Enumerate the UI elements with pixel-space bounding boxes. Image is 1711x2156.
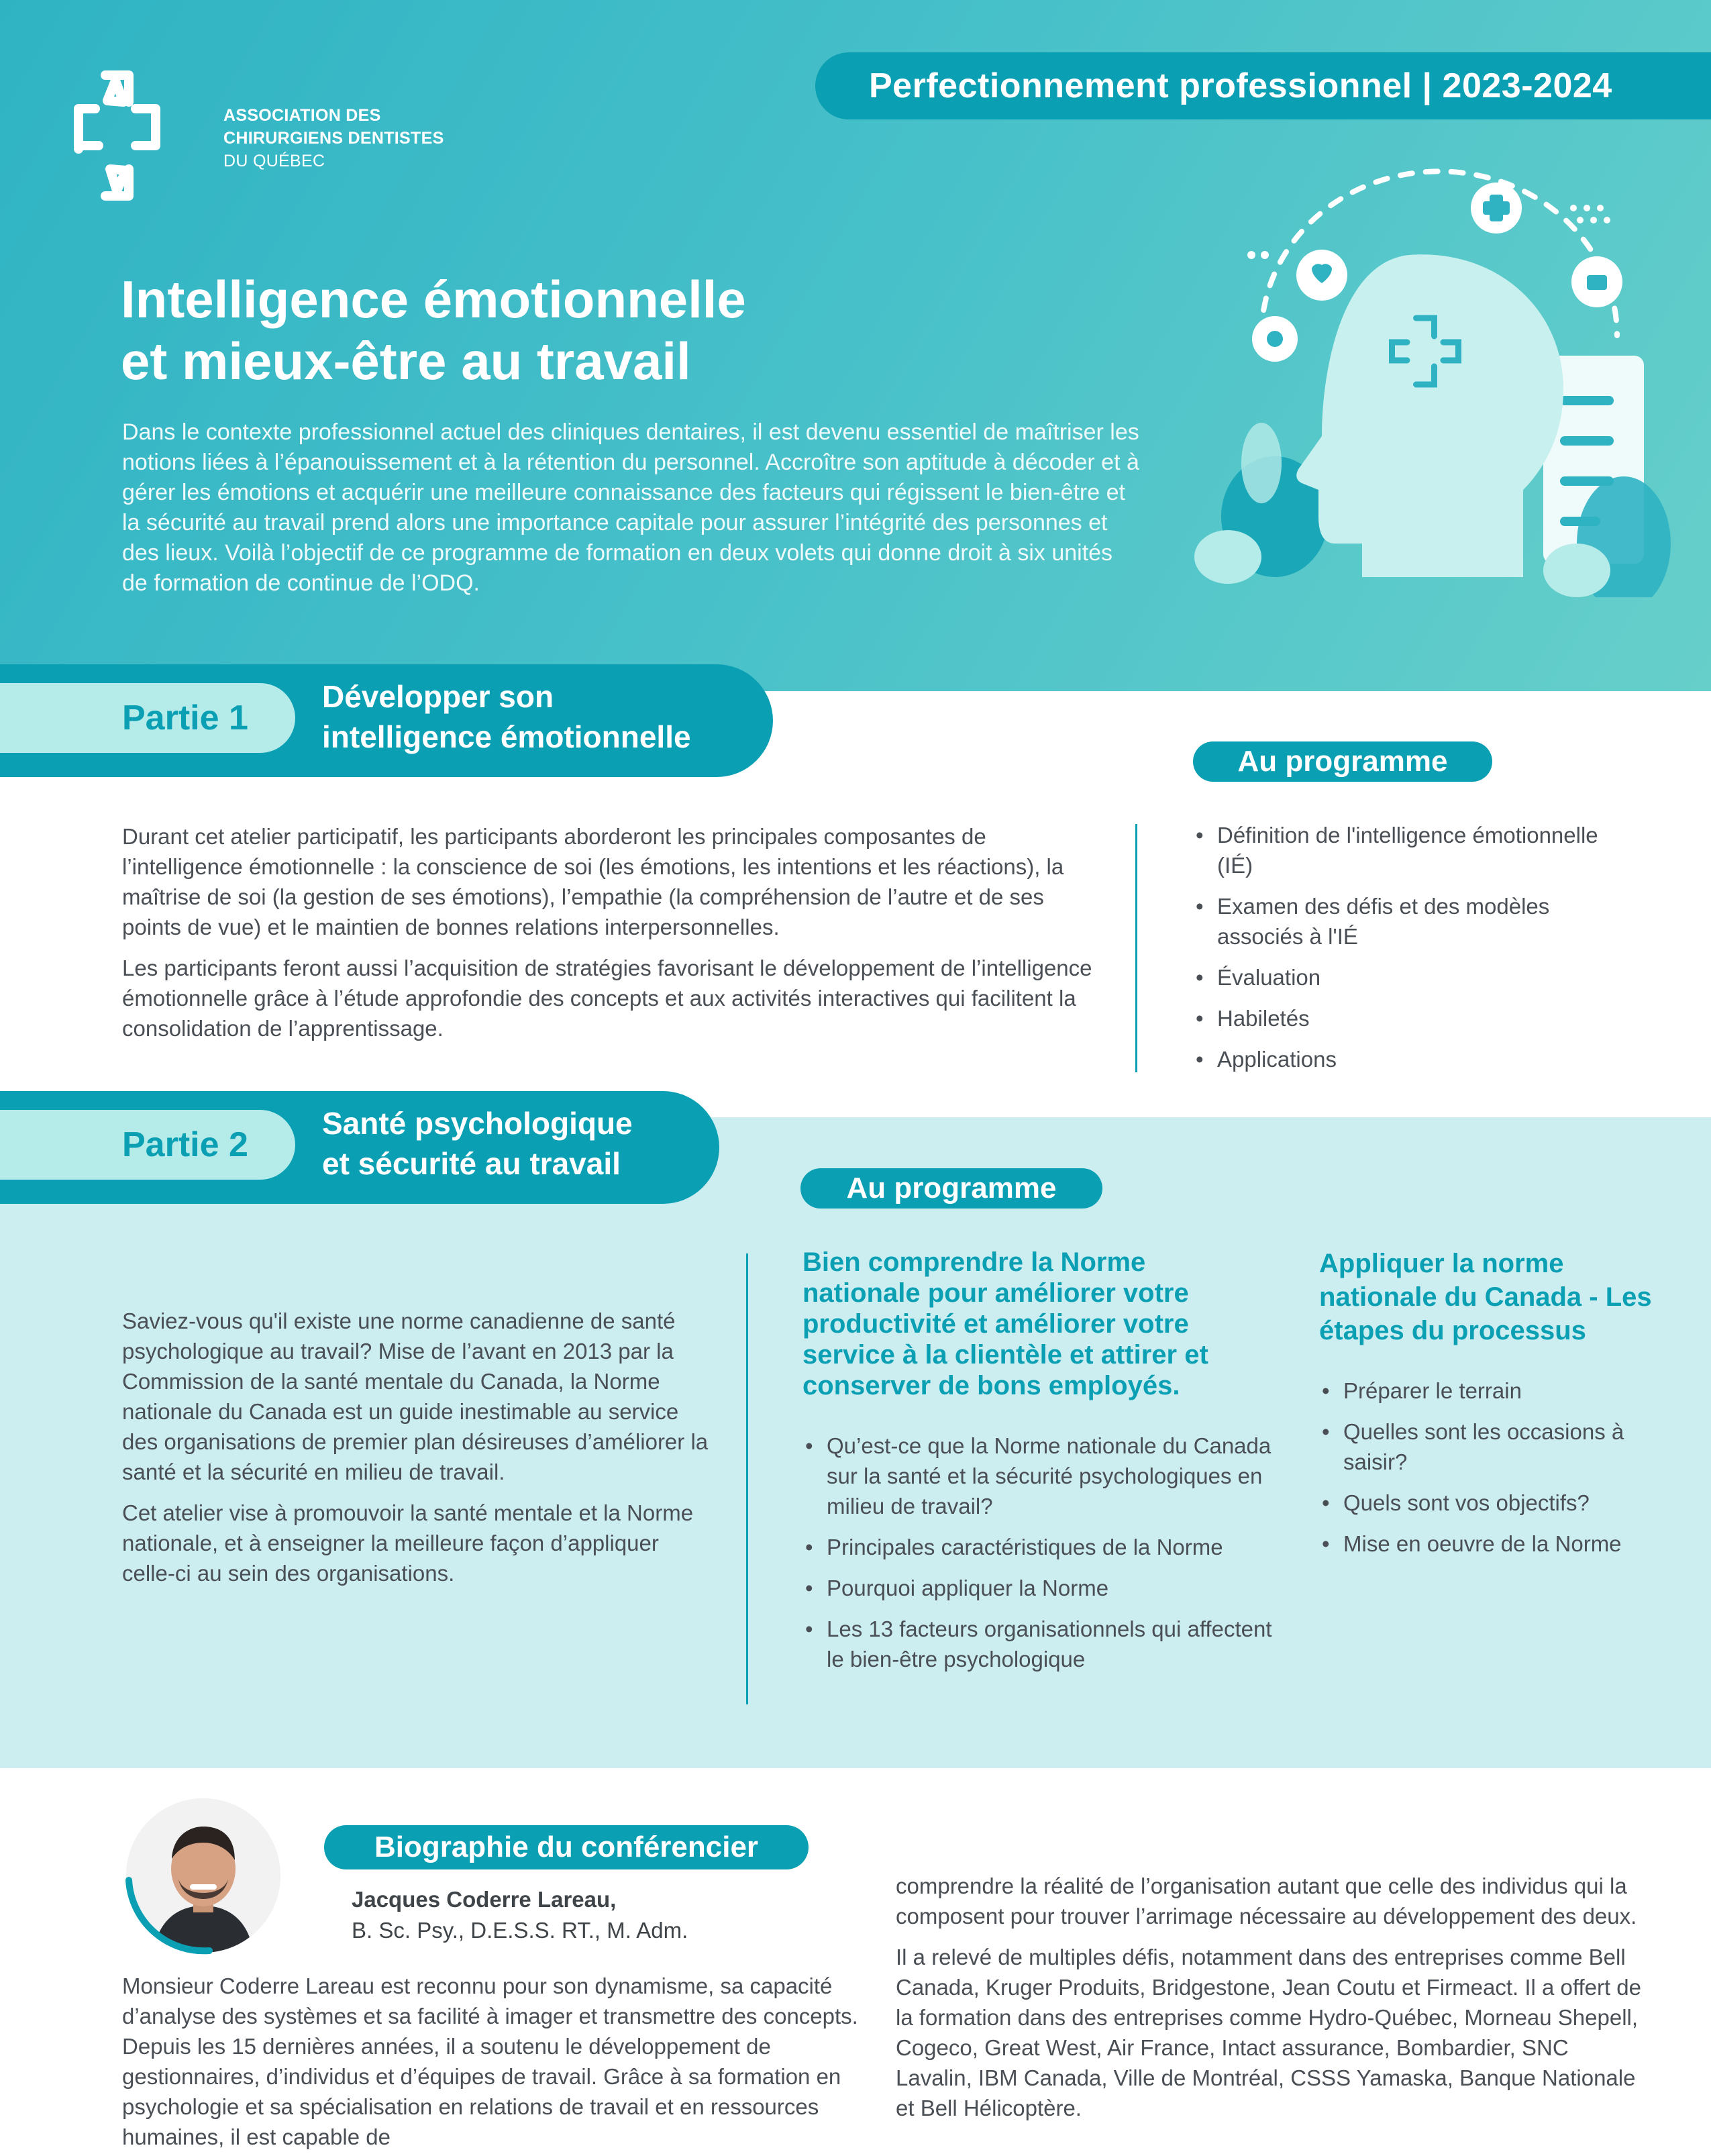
speaker-name	[352, 1884, 688, 1946]
partie2-description	[122, 1306, 713, 1599]
partie1-title-line-1: Développer son	[322, 679, 554, 714]
partie2-paragraph-1: Saviez-vous qu'il existe une norme canadienne de santé psychologique au travail? Mise de l’avant en 2013 par la Commission de la santé mentale du Canada, la Norme nationale du Canada est un guide inestimable au service des organisations de premier plan désireuses d’améliorer la santé et la sécurité en milieu de travail.	[122, 1308, 709, 1484]
partie2-divider	[746, 1253, 748, 1704]
partie1-programme-list	[1193, 820, 1609, 1085]
partie2-title-line-2: et sécurité au travail	[322, 1146, 621, 1181]
partie1-title-line-2: intelligence émotionnelle	[322, 719, 691, 754]
list-item: • Habiletés	[1193, 1003, 1609, 1033]
bio-label: Biographie du conférencier	[324, 1825, 809, 1869]
partie1-title	[322, 676, 691, 757]
avatar-accent-ring	[122, 1793, 287, 1957]
list-item: • Qu’est-ce que la Norme nationale du Canada sur la santé et la sécurité psychologiques en milieu de travail?	[802, 1431, 1286, 1521]
head-wellbeing-illustration	[1188, 168, 1671, 597]
list-item: • Quels sont vos objectifs?	[1319, 1488, 1668, 1518]
title-line-1: Intelligence émotionnelle	[121, 270, 746, 329]
speaker-credentials: B. Sc. Psy., D.E.S.S. RT., M. Adm.	[352, 1918, 688, 1943]
partie2-title	[322, 1103, 633, 1184]
list-item: • Évaluation	[1193, 962, 1609, 992]
partie1-label: Partie 1	[0, 683, 295, 753]
logo-line-1: ASSOCIATION DES	[223, 106, 381, 125]
logo-line-3: DU QUÉBEC	[223, 152, 325, 170]
list-item: • Principales caractéristiques de la Norme	[802, 1532, 1286, 1562]
bio-paragraph-1: comprendre la réalité de l’organisation autant que celle des individus qui la composent pour trouver l’arrimage nécessaire au développement des deux.	[896, 1873, 1637, 1929]
logo-line-2: CHIRURGIENS DENTISTES	[223, 129, 444, 148]
partie2-col2-list	[1319, 1376, 1668, 1570]
partie1-paragraph-2: Les participants feront aussi l’acquisition de stratégies favorisant le développement de l’intelligence émotionnelle grâce à l’étude approfondie des concepts et aux activités interactives qui facilitent la consolidation de l’apprentissage.	[122, 956, 1092, 1041]
list-item: • Mise en oeuvre de la Norme	[1319, 1529, 1668, 1559]
intro-paragraph: Dans le contexte professionnel actuel des cliniques dentaires, il est devenu essentiel de maîtriser les notions liées à l’épanouissement et à la rétention du personnel. Accroître son aptitude à décoder et à gérer les émotions et acquérir une meilleure connaissance des facteurs qui régissent le bien-être et la sécurité au travail prend alors une importance capitale pour assurer l’intégrité des personnes et des lieux. Voilà l’objectif de ce programme de formation en deux volets qui donne droit à six unités de formation de continue de l’ODQ.	[122, 419, 1139, 596]
title-line-2: et mieux-être au travail	[121, 331, 691, 391]
list-item: • Applications	[1193, 1044, 1609, 1074]
partie1-programme-label: Au programme	[1193, 741, 1492, 782]
logo-wordmark	[223, 104, 444, 172]
bio-right-text	[896, 1871, 1647, 2134]
partie2-paragraph-2: Cet atelier vise à promouvoir la santé mentale et la Norme nationale, et à enseigner la meilleure façon d’appliquer celle-ci au sein des organisations.	[122, 1500, 694, 1586]
list-item: • Les 13 facteurs organisationnels qui affectent le bien-être psychologique	[802, 1614, 1286, 1674]
partie1-description	[122, 821, 1102, 1054]
program-year-banner: Perfectionnement professionnel | 2023-2024	[815, 52, 1711, 119]
partie2-col1-list	[802, 1431, 1286, 1685]
acdq-logo	[68, 68, 166, 203]
partie2-programme-label: Au programme	[800, 1168, 1102, 1209]
speaker-name-text: Jacques Coderre Lareau,	[352, 1887, 617, 1912]
partie2-col2-heading: Appliquer la norme nationale du Canada - Les étapes du processus	[1319, 1249, 1652, 1345]
partie2-label: Partie 2	[0, 1110, 295, 1180]
partie2-title-line-1: Santé psychologique	[322, 1106, 633, 1141]
list-item: • Préparer le terrain	[1319, 1376, 1668, 1406]
list-item: • Définition de l'intelligence émotionnelle (IÉ)	[1193, 820, 1609, 880]
page-title	[121, 268, 993, 392]
list-item: • Pourquoi appliquer la Norme	[802, 1573, 1286, 1603]
partie2-col1-heading: Bien comprendre la Norme nationale pour améliorer votre productivité et améliorer votre service à la clientèle et attirer et conserver de bons employés.	[802, 1247, 1208, 1400]
list-item: • Examen des défis et des modèles associés à l'IÉ	[1193, 891, 1609, 952]
bio-paragraph-2: Il a relevé de multiples défis, notamment dans des entreprises comme Bell Canada, Kruger Produits, Bridgestone, Jean Coutu et Firmeact. Il a offert de la formation dans des entreprises comme Hydro-Québec, Morneau Shepell, Cogeco, Great West, Air France, Intact assurance, Bombardier, SNC Lavalin, IBM Canada, Ville de Montréal, CSSS Yamaska, Banque Nationale et Bell Hélicoptère.	[896, 1945, 1641, 2120]
list-item: • Quelles sont les occasions à saisir?	[1319, 1417, 1668, 1477]
partie1-paragraph-1: Durant cet atelier participatif, les participants aborderont les principales composantes de l’intelligence émotionnelle : la conscience de soi (les émotions, les intentions et les réactions), la maîtrise de soi (la gestion de ses émotions), l’empathie (la compréhension de l’autre et de ses points de vue) et le maintien de bonnes relations interpersonnelles.	[122, 824, 1064, 939]
partie1-divider	[1135, 824, 1137, 1072]
bio-left-text: Monsieur Coderre Lareau est reconnu pour son dynamisme, sa capacité d’analyse des systèmes et sa facilité à imager et transmettre des concepts. Depuis les 15 dernières années, il a soutenu le développement de gestionnaires, d’individus et d’équipes de travail. Grâce à sa formation en psychologie et sa spécialisation en relations de travail et en ressources humaines, il est capable de	[122, 1973, 858, 2149]
